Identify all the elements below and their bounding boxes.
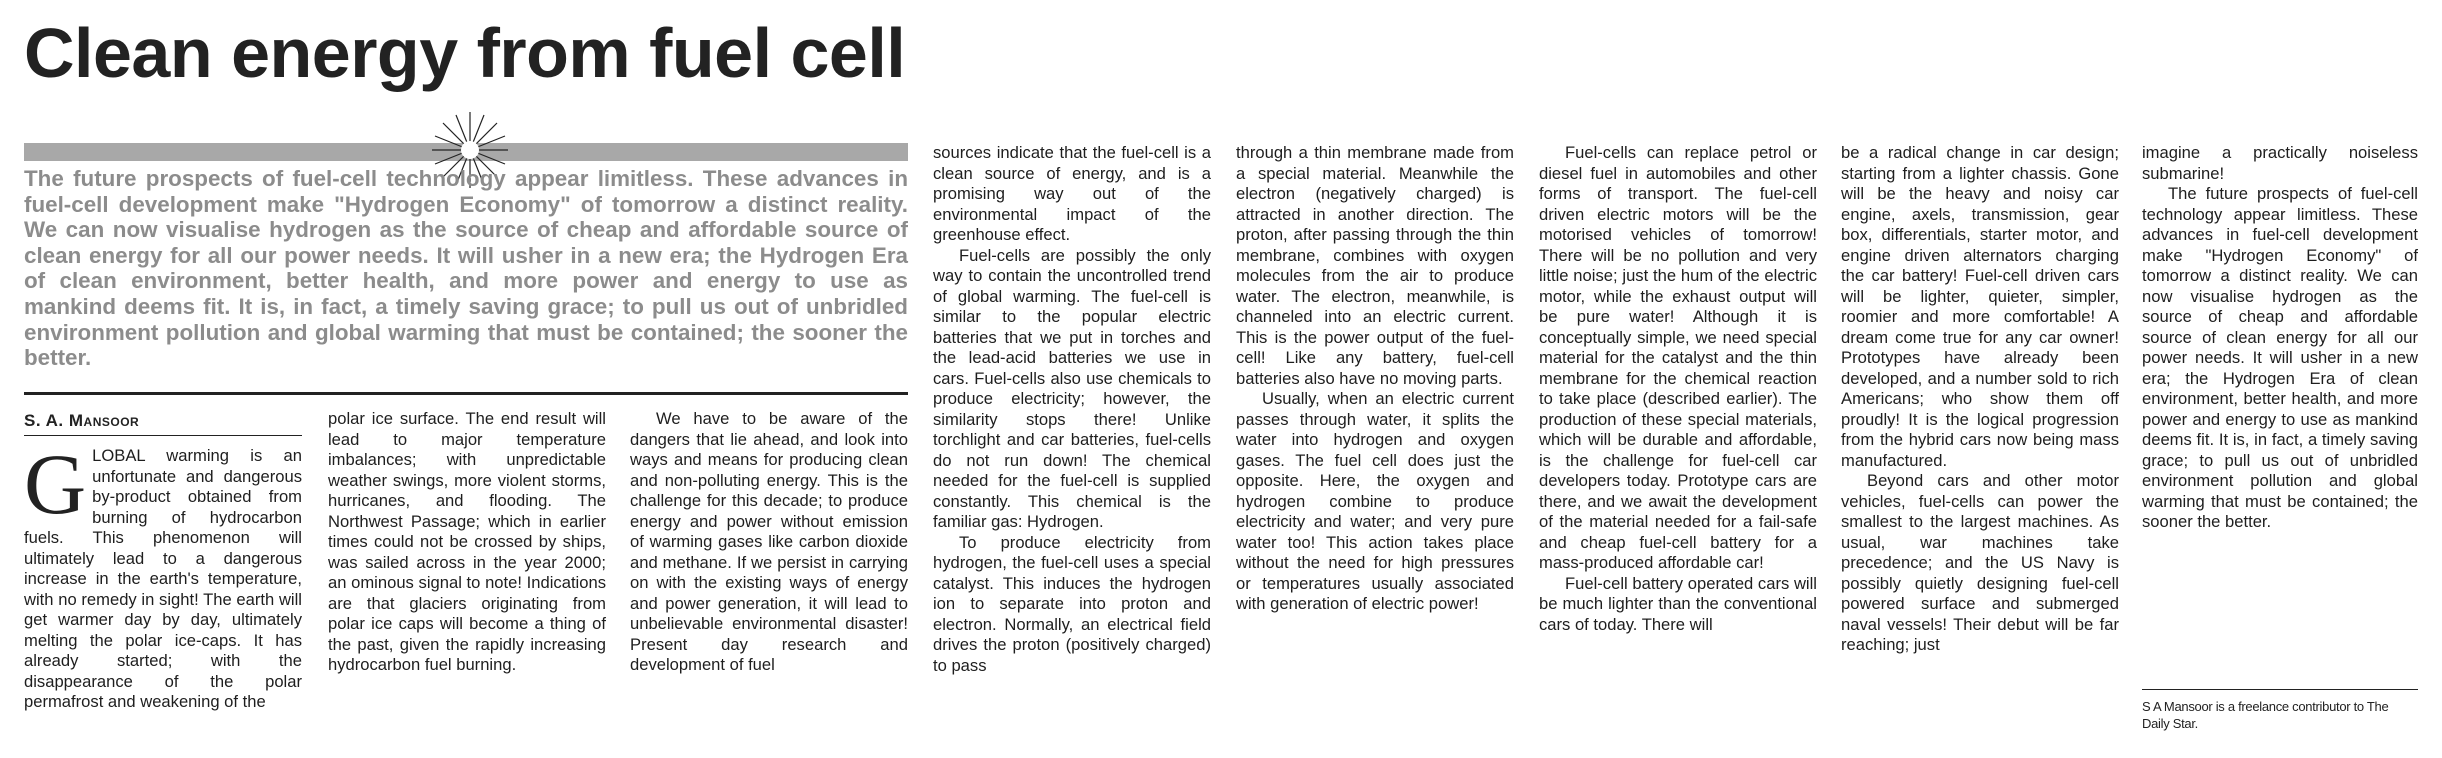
drop-cap: G [24,436,87,532]
paragraph: The future prospects of fuel-cell technology appear limitless. These advances in fuel-cell development make "Hydrogen Economy" of tomorrow a distinct reality. We can now visualise hydrogen as the source of cheap and affordable source of clean energy for all our power needs. It will usher in a new era; the Hydrogen Era of clean environment, better health, and more power and energy to use as mankind deems fit. It is, in fact, a timely saving grace; to pull us out of unbridled environment pollution and global warming that must be contained; the sooner the better. [2142,184,2418,531]
intro-divider [24,392,908,395]
column-7 [1841,143,2119,656]
column-6 [1539,143,1817,635]
author-footnote: S A Mansoor is a freelance contributor to The Daily Star. [2142,699,2389,731]
footnote-divider [2142,689,2418,690]
paragraph: We have to be aware of the dangers that lie ahead, and look into ways and means for producing clean and non-polluting energy. This is the challenge for this decade; to produce energy and power without emission of warming gases like carbon dioxide and methane. If we persist in carrying on with the existing ways of energy and power generation, it will lead to unbelievable environmental disaster! Present day research and development of fuel [630,409,908,674]
paragraph: Usually, when an electric current passes through water, it splits the water into hydrogen and oxygen gases. The fuel cell does just the opposite. Here, the oxygen and hydrogen combine to produce electricity and water; and very pure water too! This action takes place without the need for high pressures or temperatures usually associated with generation of electric power! [1236,389,1514,613]
column-2 [328,409,606,676]
column-5 [1236,143,1514,615]
column-1 [24,436,302,713]
paragraph: Fuel-cells are possibly the only way to contain the uncontrolled trend of global warming. The fuel-cell is similar to the popular electric batteries that we put in torches and the lead-acid batteries we use in cars. Fuel-cells also use chemicals to produce electricity; however, the similarity stops there! Unlike torchlight and car batteries, fuel-cells do not run down! The chemical needed for the fuel-cell is supplied constantly. This chemical is the familiar gas: Hydrogen. [933,245,1211,531]
column-4 [933,143,1211,676]
byline [24,411,302,436]
article-intro: The future prospects of fuel-cell technology appear limitless. These advances in fuel-cell development make "Hydrogen Economy" of tomorrow a distinct reality. We can now visualise hydrogen as the source of cheap and affordable source of clean energy for all our power needs. It will usher in a new era; the Hydrogen Era of clean environment, better health, and more power and energy to use as mankind deems fit. It is, in fact, a timely saving grace; to pull us out of unbridled environment pollution and global warming that must be contained; the sooner the better. [24,166,908,371]
paragraph: Fuel-cell battery operated cars will be much lighter than the conventional cars of today. There will [1539,573,1817,634]
paragraph: sources indicate that the fuel-cell is a clean source of energy, and is a promising way out of the environmental impact of the greenhouse effect. [933,143,1211,244]
paragraph: Fuel-cells can replace petrol or diesel fuel in automobiles and other forms of transport. The fuel-cell driven electric motors will be the motorised vehicles of tomorrow! There will be no pollution and very little noise; just the hum of the electric motor, while the exhaust output will be pure water! Although it is conceptually simple, we need special material for the catalyst and the thin membrane for the chemical reaction to take place (described earlier). The production of these special materials, which will be durable and affordable, is the challenge for fuel-cell car developers today. Prototype cars are there, and we await the development of the material needed for a fail-safe and cheap fuel-cell battery for a mass-produced affordable car! [1539,143,1817,572]
paragraph: To produce electricity from hydrogen, the fuel-cell uses a special catalyst. This induces the hydrogen ion to separate into proton and electron. Normally, an electrical field drives the proton (positively charged) to pass [933,532,1211,675]
article-headline: Clean energy from fuel cell [24,14,906,92]
paragraph: be a radical change in car design; starting from a lighter chassis. Gone will be the heavy and noisy car engine, axels, transmission, gear box, differentials, starter motor, and engine driven alternators charging the car battery! Fuel-cell driven cars will be lighter, quieter, simpler, roomier and more comfortable! A dream come true for any car owner! Prototypes have already been developed, and a number sold to rich Americans; who show them off proudly! It is the logical progression from the hybrid cars now being mass manufactured. [1841,143,2119,470]
author-name: S. A. Mansoor [24,411,140,430]
paragraph: LOBAL warming is an unfortunate and dangerous by-product obtained from burning of hydrocarbon fuels. This phenomenon will ultimately lead to a dangerous increase in the earth's temperature, with no remedy in sight! The earth will get warmer day by day, ultimately melting the polar ice-caps. It has already started; with the disappearance of the polar permafrost and weakening of the [24,446,302,711]
paragraph: through a thin membrane made from a special material. Meanwhile the electron (negatively charged) is attracted in another direction. The proton, after passing through the thin membrane, combines with oxygen molecules from the air to produce water. The electron, meanwhile, is channeled into an electric current. This is the power output of the fuel-cell! Like any battery, fuel-cell batteries also have no moving parts. [1236,143,1514,388]
paragraph: imagine a practically noiseless submarine! [2142,143,2418,183]
column-8 [2142,143,2418,533]
paragraph: Beyond cars and other motor vehicles, fuel-cells can power the smallest to the largest machines. As usual, war machines take precedence; and the US Navy is possibly quietly designing fuel-cell powered surface and submerged naval vessels! Their debut will be far reaching; just [1841,471,2119,654]
column-3 [630,409,908,676]
paragraph: polar ice surface. The end result will lead to major temperature imbalances; with unpredictable weather swings, more violent storms, hurricanes, and flooding. The Northwest Passage; which in earlier times could not be crossed by ships, was sailed across in the year 2000; an ominous signal to note! Indications are that glaciers originating from polar ice caps will become a thing of the past, given the rapidly increasing hydrocarbon fuel burning. [328,409,606,674]
